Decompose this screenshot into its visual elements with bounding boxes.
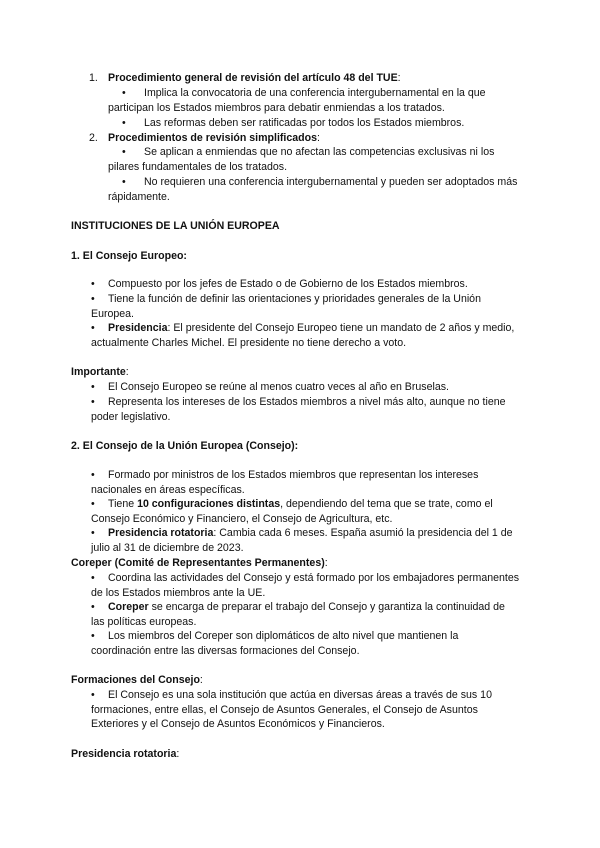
- bullet-icon: •: [91, 630, 95, 642]
- list-item: • Se aplican a enmiendas que no afectan las competencias exclusivas ni los pilares fundamentales de los tratados.: [108, 146, 495, 173]
- list-item: • Coreper se encarga de preparar el trabajo del Consejo y garantiza la continuidad de las políticas europeas.: [91, 601, 505, 628]
- bullet-icon: •: [91, 572, 95, 584]
- bullet-icon: •: [91, 527, 95, 539]
- list-item: • Las reformas deben ser ratificadas por todos los Estados miembros.: [122, 117, 465, 129]
- list-item: • El Consejo Europeo se reúne al menos cuatro veces al año en Bruselas.: [91, 381, 449, 393]
- list-item: • Presidencia: El presidente del Consejo Europeo tiene un mandato de 2 años y medio, actualmente Charles Michel. El presidente no tiene derecho a voto.: [91, 322, 515, 349]
- list-item: • Los miembros del Coreper son diplomáticos de alto nivel que mantienen la coordinación entre las diversas formaciones del Consejo.: [91, 630, 459, 657]
- bullet-icon: •: [122, 87, 126, 99]
- list-item: • Formado por ministros de los Estados miembros que representan los intereses nacionales en áreas específicas.: [91, 469, 479, 496]
- list-item: • Implica la convocatoria de una conferencia intergubernamental en la que participan los Estados miembros para debatir enmiendas a los tratados.: [108, 87, 486, 114]
- coreper-heading: Coreper (Comité de Representantes Permanentes):: [71, 557, 328, 569]
- list-item: • Coordina las actividades del Consejo y está formado por los embajadores permanentes de los Estados miembros ante la UE.: [91, 572, 520, 599]
- procedure-title: Procedimiento general de revisión del artículo 48 del TUE: [108, 72, 398, 84]
- bullet-icon: •: [91, 601, 95, 613]
- list-item: • Representa los intereses de los Estados miembros a nivel más alto, aunque no tiene poder legislativo.: [91, 396, 506, 423]
- bullet-icon: •: [91, 322, 95, 334]
- bullet-icon: •: [91, 293, 95, 305]
- list-item: • El Consejo es una sola institución que actúa en diversas áreas a través de sus 10 formaciones, entre ellas, el Consejo de Asuntos Generales, el Consejo de Asuntos Exteriores y el Consejo de Asuntos Económicos y Financieros.: [91, 689, 492, 731]
- presidencia-rotatoria-heading: Presidencia rotatoria:: [71, 748, 180, 760]
- bullet-icon: •: [91, 381, 95, 393]
- bullet-icon: •: [122, 146, 126, 158]
- bullet-icon: •: [91, 498, 95, 510]
- list-item: • Tiene 10 configuraciones distintas, dependiendo del tema que se trate, como el Consejo Económico y Financiero, el Consejo de Agricultura, etc.: [91, 498, 493, 525]
- section-title: INSTITUCIONES DE LA UNIÓN EUROPEA: [71, 220, 280, 232]
- importante-heading: Importante:: [71, 366, 129, 378]
- consejo-ue-heading: 2. El Consejo de la Unión Europea (Consejo):: [71, 440, 299, 452]
- procedure-number: 1.: [89, 72, 98, 84]
- procedure-title: Procedimientos de revisión simplificados: [108, 132, 317, 144]
- bullet-icon: •: [91, 469, 95, 481]
- list-item: • Tiene la función de definir las orientaciones y prioridades generales de la Unión Europea.: [91, 293, 481, 320]
- formaciones-heading: Formaciones del Consejo:: [71, 674, 203, 686]
- list-item: • Compuesto por los jefes de Estado o de Gobierno de los Estados miembros.: [91, 278, 468, 290]
- procedure-number: 2.: [89, 132, 98, 144]
- bullet-icon: •: [91, 396, 95, 408]
- bullet-icon: •: [122, 176, 126, 188]
- procedure-1: 1. Procedimiento general de revisión del artículo 48 del TUE:: [89, 72, 401, 84]
- procedure-2: 2. Procedimientos de revisión simplificados:: [89, 132, 320, 144]
- bullet-icon: •: [122, 117, 126, 129]
- list-item: • Presidencia rotatoria: Cambia cada 6 meses. España asumió la presidencia del 1 de julio al 31 de diciembre de 2023.: [91, 527, 513, 554]
- bullet-icon: •: [91, 278, 95, 290]
- consejo-europeo-heading: 1. El Consejo Europeo:: [71, 250, 187, 262]
- list-item: • No requieren una conferencia intergubernamental y pueden ser adoptados más rápidamente.: [108, 176, 518, 203]
- bullet-icon: •: [91, 689, 95, 701]
